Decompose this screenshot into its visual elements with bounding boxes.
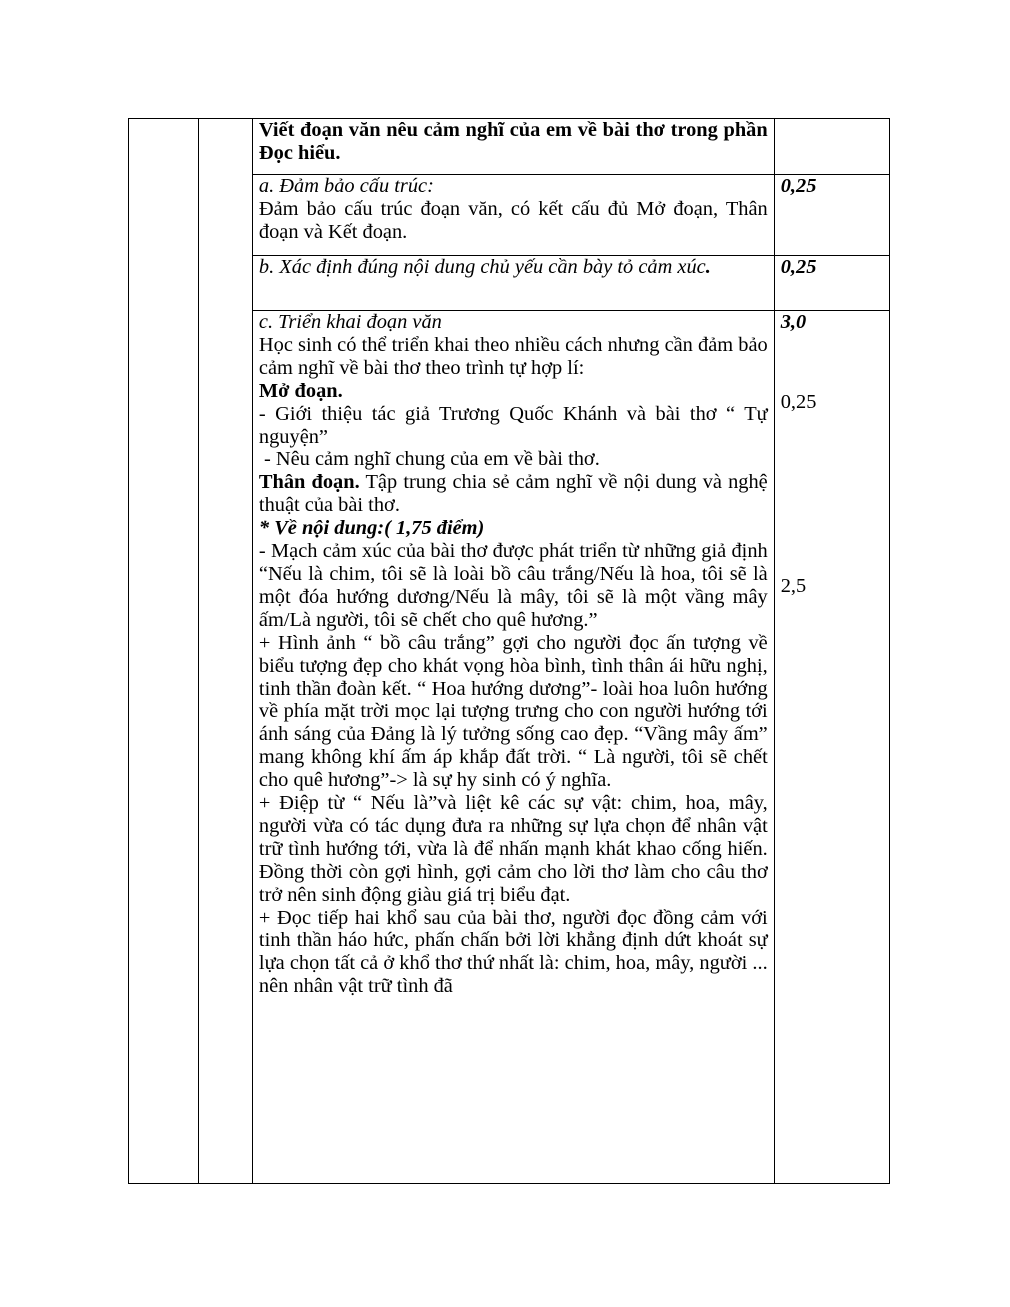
noi-dung-heading: * Về nội dung:( 1,75 điểm)	[258, 517, 485, 540]
task-title-cell	[252, 119, 774, 175]
task-title: Viết đoạn văn nêu cảm nghĩ của em về bài thơ trong phần Đọc hiểu.	[258, 119, 768, 164]
table-row	[129, 119, 890, 175]
criterion-a-text: Đảm bảo cấu trúc đoạn văn, có kết cấu đủ Mở đoạn, Thân đoạn và Kết đoạn.	[258, 197, 768, 243]
criterion-c-intro: Học sinh có thể triển khai theo nhiều cách nhưng cần đảm bảo cảm nghĩ về bài thơ theo trình tự hợp lí:	[258, 333, 768, 379]
criterion-b-cell	[252, 256, 774, 311]
mo-doan-item-1: - Giới thiệu tác giả Trương Quốc Khánh và bài thơ “ Tự nguyện”	[258, 402, 768, 448]
content-paragraph-3: + Điệp từ “ Nếu là”và liệt kê các sự vật: chim, hoa, mây, người vừa có tác dụng đưa ra những sự lựa chọn để nhân vật trữ tình hướng tới, vừa là để nhấn mạnh khát khao cống hiến. Đồng thời còn gợi hình, gợi cảm cho lời thơ làm cho câu thơ trở nên sinh động giàu giá trị biểu đạt.	[258, 792, 768, 906]
criterion-b-label: b. Xác định đúng nội dung chủ yếu cần bày tỏ cảm xúc	[258, 256, 706, 278]
criterion-b-score: 0,25	[780, 256, 817, 278]
than-doan-text: Tập trung chia sẻ cảm nghĩ về nội dung và nghệ thuật của bài thơ.	[258, 471, 768, 517]
criterion-c-score: 3,0	[780, 311, 807, 333]
than-doan-paragraph	[259, 471, 768, 517]
criterion-c-label: c. Triển khai đoạn văn	[258, 311, 442, 333]
col-part-cell	[129, 119, 199, 1184]
grading-table	[128, 118, 890, 1184]
score-cell	[774, 311, 889, 1184]
score-cell	[774, 175, 889, 256]
content-paragraph-2: + Hình ảnh “ bồ câu trắng” gợi cho người đọc ấn tượng về biểu tượng đẹp cho khát vọng hòa bình, tình thân ái hữu nghị, tinh thần đoàn kết. “ Hoa hướng dương”- loài hoa luôn hướng về phía mặt trời mọc lại tượng trưng cho con người hướng tới ánh sáng của Đảng là lý tưởng sống cao đẹp. “Vầng mây ấm” mang không khí ấm áp khắp đất trời. “ Là người, tôi sẽ chết cho quê hương”-> là sự hy sinh có ý nghĩa.	[258, 631, 768, 792]
noi-dung-score: 2,5	[780, 575, 807, 597]
criterion-c-cell	[252, 311, 774, 1184]
content-paragraph-4: + Đọc tiếp hai khổ sau của bài thơ, người đọc đồng cảm với tinh thần háo hức, phấn chấn bởi lời khẳng định dứt khoát sự lựa chọn tất cả ở khổ thơ thứ nhất là: chim, hoa, mây, người ... nên nhân vật trữ tình đã	[258, 906, 768, 998]
score-cell	[774, 256, 889, 311]
criterion-b-label-end: .	[705, 256, 711, 278]
mo-doan-heading: Mở đoạn.	[258, 379, 343, 402]
criterion-a-label: a. Đảm bảo cấu trúc:	[258, 175, 434, 197]
mo-doan-score: 0,25	[780, 391, 817, 413]
score-cell	[774, 119, 889, 175]
criterion-a-score: 0,25	[780, 175, 817, 197]
col-question-cell	[198, 119, 252, 1184]
content-paragraph-1: - Mạch cảm xúc của bài thơ được phát triển từ những giả định “Nếu là chim, tôi sẽ là loài bồ câu trắng/Nếu là hoa, tôi sẽ là một đóa hướng dương/Nếu là mây, tôi sẽ là một vầng mây ấm/Là người, tôi sẽ chết cho quê hương.”	[258, 540, 768, 631]
criterion-a-cell	[252, 175, 774, 256]
than-doan-heading: Thân đoạn.	[258, 471, 360, 494]
mo-doan-item-2: - Nêu cảm nghĩ chung của em về bài thơ.	[258, 448, 600, 471]
